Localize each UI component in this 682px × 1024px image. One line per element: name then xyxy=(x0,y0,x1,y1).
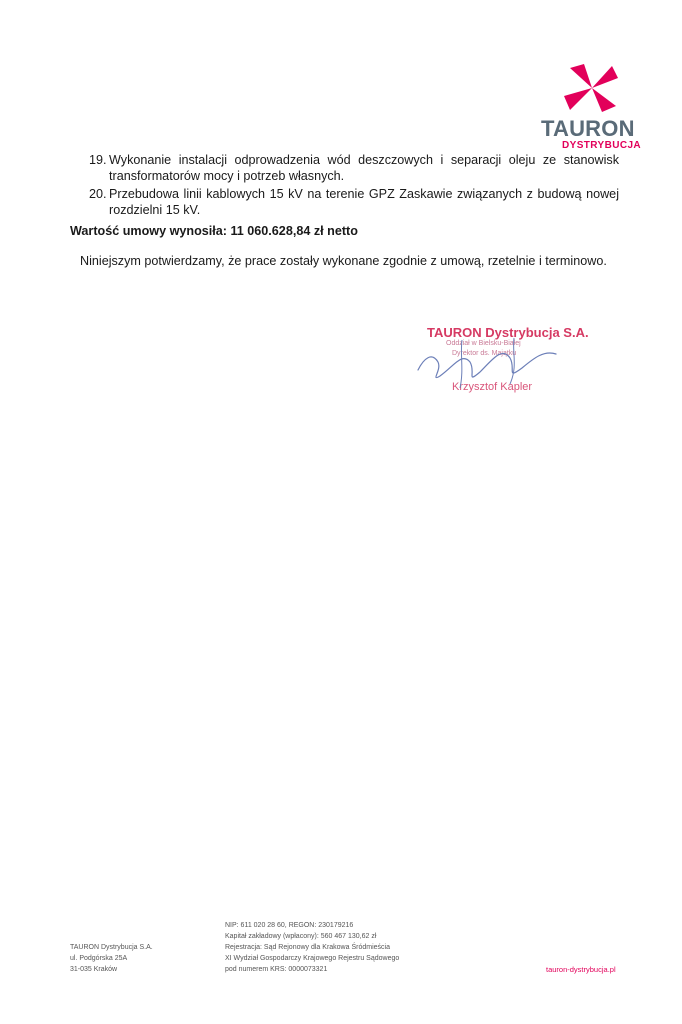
footer-city: 31-035 Kraków xyxy=(70,966,118,973)
tauron-logo-mark-icon xyxy=(562,62,622,114)
stamp-title: TAURON Dystrybucja S.A. xyxy=(427,325,589,340)
list-item xyxy=(89,152,619,184)
stamp-branch: Oddział w Bielsku-Białej xyxy=(446,340,521,347)
footer-company-address xyxy=(70,942,153,975)
footer-court-division: XI Wydział Gospodarczy Krajowego Rejestru Sądowego xyxy=(225,955,400,962)
footer-street: ul. Podgórska 25A xyxy=(70,955,128,962)
footer-company-name: TAURON Dystrybucja S.A. xyxy=(70,944,153,951)
footer-capital: Kapitał zakładowy (wpłacony): 560 467 130,62 zł xyxy=(225,933,377,940)
contract-value: Wartość umowy wynosiła: 11 060.628,84 zł netto xyxy=(70,224,358,238)
footer-krs: pod numerem KRS: 0000073321 xyxy=(225,966,328,973)
list-item-number: 19. xyxy=(89,153,107,167)
list-item-number: 20. xyxy=(89,187,107,201)
footer-website: tauron-dystrybucja.pl xyxy=(546,965,616,974)
list-item xyxy=(89,186,619,218)
stamp-signatory-name: Krzysztof Kapler xyxy=(452,381,533,393)
list-item-text: Przebudowa linii kablowych 15 kV na terenie GPZ Zaskawie związanych z budową nowej rozdzielni 15 kV. xyxy=(109,187,619,217)
footer-court: Rejestracja: Sąd Rejonowy dla Krakowa Śródmieścia xyxy=(225,944,390,951)
stamp-position: Dyrektor ds. Majątku xyxy=(452,350,517,357)
list-item-text: Wykonanie instalacji odprowadzenia wód deszczowych i separacji oleju ze stanowisk transformatorów mocy i potrzeb własnych. xyxy=(109,153,619,183)
confirmation-statement: Niniejszym potwierdzamy, że prace zostały wykonane zgodnie z umową, rzetelnie i terminowo. xyxy=(80,254,607,268)
footer-tax-ids: NIP: 611 020 28 60, REGON: 230179216 xyxy=(225,922,354,929)
logo-wordmark: TAURON xyxy=(541,116,635,141)
handwritten-signature xyxy=(410,332,570,392)
footer-registry-info xyxy=(225,920,399,975)
work-items-list xyxy=(89,152,619,220)
logo-subtext: DYSTRYBUCJA xyxy=(562,140,642,151)
tauron-logo xyxy=(540,62,650,152)
